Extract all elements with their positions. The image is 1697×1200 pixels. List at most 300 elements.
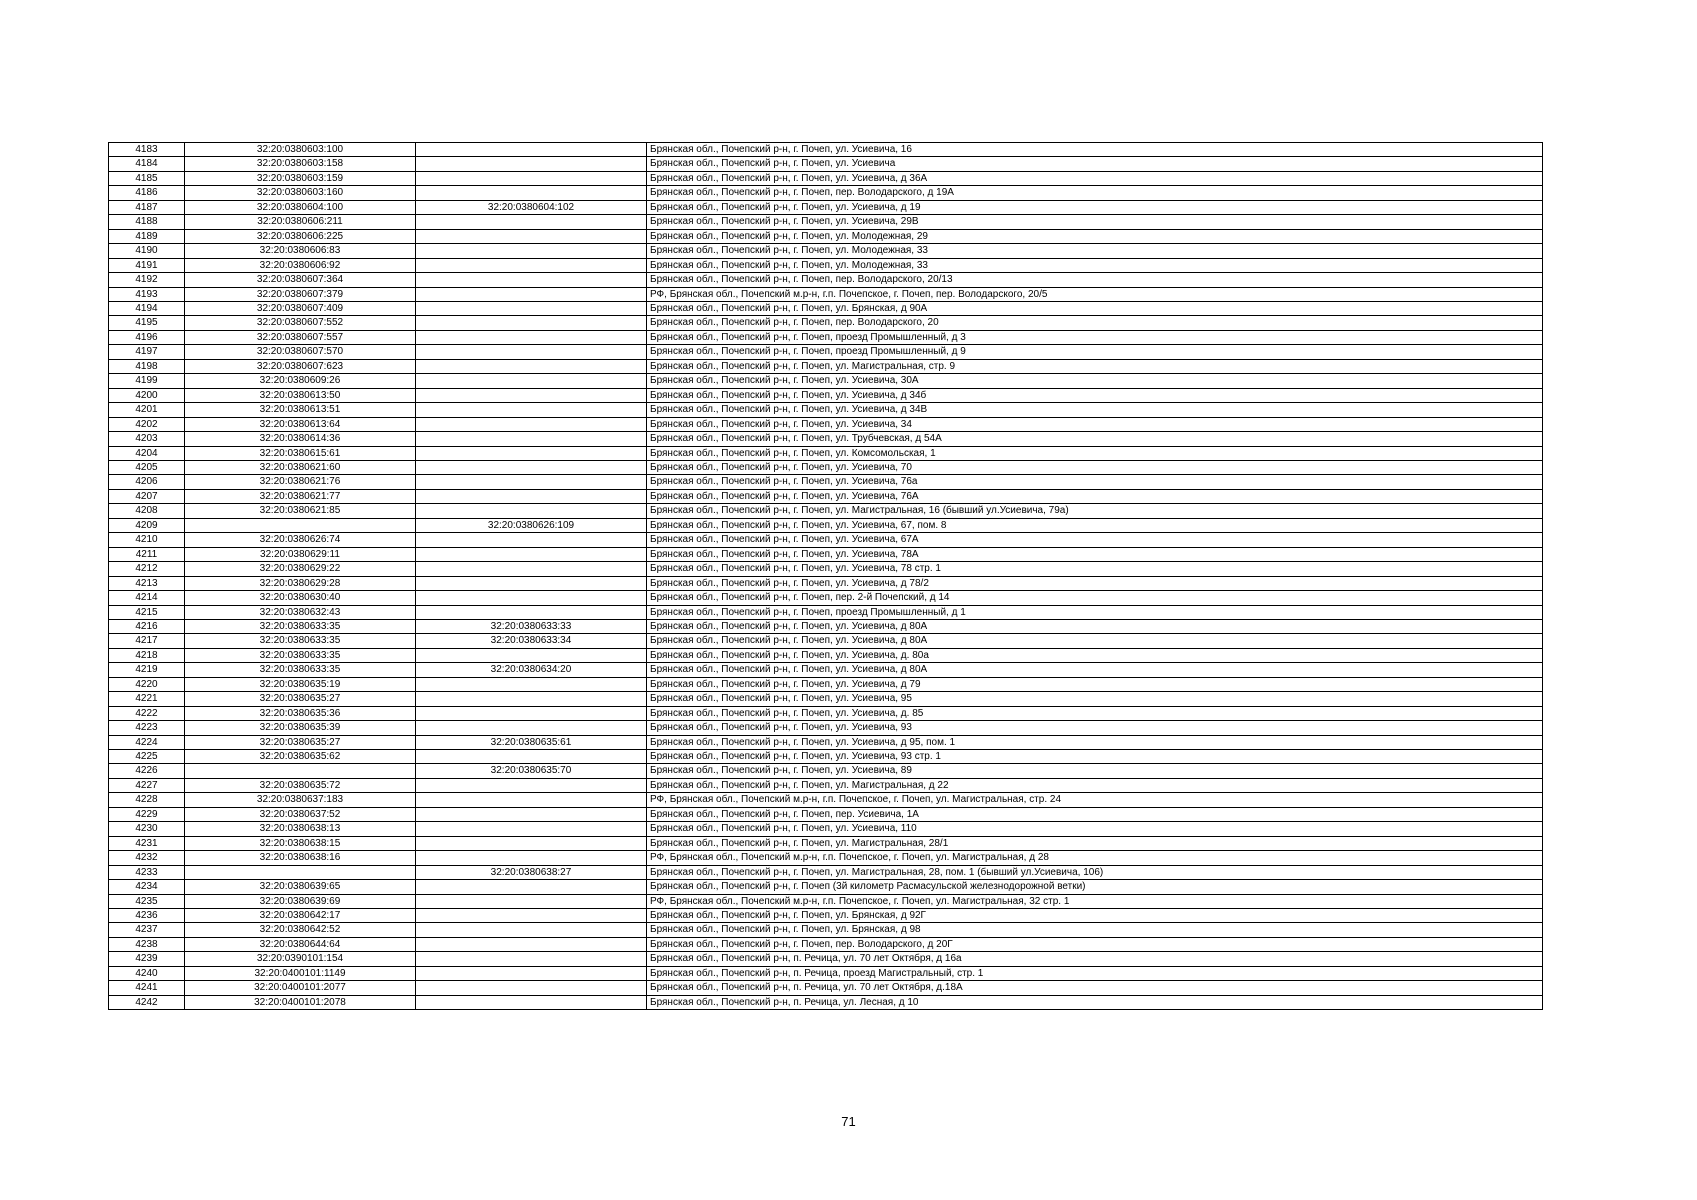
related-cadastral-number-cell <box>416 793 647 807</box>
row-number-cell: 4202 <box>109 417 185 431</box>
address-cell: Брянская обл., Почепский р-н, г. Почеп, ул. Усиевича, д 34б <box>647 388 1543 402</box>
table-row <box>109 880 1543 894</box>
address-cell: Брянская обл., Почепский р-н, г. Почеп, ул. Усиевича, д 95, пом. 1 <box>647 735 1543 749</box>
cadastral-number-cell: 32:20:0380606:225 <box>185 229 416 243</box>
cadastral-number-cell: 32:20:0380603:160 <box>185 186 416 200</box>
address-cell: Брянская обл., Почепский р-н, г. Почеп, пер. Володарского, 20 <box>647 316 1543 330</box>
related-cadastral-number-cell <box>416 677 647 691</box>
cadastral-number-cell: 32:20:0380644:64 <box>185 937 416 951</box>
row-number-cell: 4224 <box>109 735 185 749</box>
table-row <box>109 518 1543 532</box>
cadastral-number-cell: 32:20:0380635:27 <box>185 735 416 749</box>
address-cell: Брянская обл., Почепский р-н, г. Почеп, ул. Магистральная, стр. 9 <box>647 359 1543 373</box>
row-number-cell: 4219 <box>109 663 185 677</box>
table-row <box>109 894 1543 908</box>
cadastral-number-cell: 32:20:0380633:35 <box>185 663 416 677</box>
address-cell: Брянская обл., Почепский р-н, г. Почеп, ул. Усиевича, 16 <box>647 143 1543 157</box>
row-number-cell: 4184 <box>109 157 185 171</box>
row-number-cell: 4242 <box>109 995 185 1009</box>
cadastral-number-cell: 32:20:0380629:28 <box>185 576 416 590</box>
table-row <box>109 836 1543 850</box>
cadastral-number-cell: 32:20:0380621:60 <box>185 460 416 474</box>
cadastral-number-cell: 32:20:0380633:35 <box>185 634 416 648</box>
related-cadastral-number-cell <box>416 591 647 605</box>
address-cell: Брянская обл., Почепский р-н, г. Почеп, ул. Усиевича, д 80А <box>647 619 1543 633</box>
address-cell: Брянская обл., Почепский р-н, г. Почеп, ул. Усиевича <box>647 157 1543 171</box>
table-row <box>109 157 1543 171</box>
table-row <box>109 460 1543 474</box>
table-row <box>109 750 1543 764</box>
address-cell: Брянская обл., Почепский р-н, г. Почеп, ул. Усиевича, д 79 <box>647 677 1543 691</box>
table-row <box>109 446 1543 460</box>
address-cell: Брянская обл., Почепский р-н, г. Почеп, пер. Володарского, д 19А <box>647 186 1543 200</box>
row-number-cell: 4229 <box>109 807 185 821</box>
related-cadastral-number-cell <box>416 966 647 980</box>
row-number-cell: 4199 <box>109 374 185 388</box>
related-cadastral-number-cell <box>416 706 647 720</box>
table-row <box>109 562 1543 576</box>
row-number-cell: 4203 <box>109 432 185 446</box>
address-cell: Брянская обл., Почепский р-н, г. Почеп, ул. Усиевича, 70 <box>647 460 1543 474</box>
address-cell: Брянская обл., Почепский р-н, г. Почеп, ул. Усиевича, д 34В <box>647 403 1543 417</box>
row-number-cell: 4189 <box>109 229 185 243</box>
related-cadastral-number-cell <box>416 316 647 330</box>
related-cadastral-number-cell <box>416 171 647 185</box>
related-cadastral-number-cell <box>416 403 647 417</box>
row-number-cell: 4237 <box>109 923 185 937</box>
cadastral-number-cell: 32:20:0380642:52 <box>185 923 416 937</box>
related-cadastral-number-cell <box>416 157 647 171</box>
cadastral-number-cell: 32:20:0380615:61 <box>185 446 416 460</box>
related-cadastral-number-cell <box>416 345 647 359</box>
related-cadastral-number-cell <box>416 229 647 243</box>
related-cadastral-number-cell <box>416 244 647 258</box>
table-row <box>109 706 1543 720</box>
table-row <box>109 634 1543 648</box>
cadastral-number-cell: 32:20:0380621:85 <box>185 504 416 518</box>
cadastral-number-cell: 32:20:0380626:74 <box>185 533 416 547</box>
address-cell: Брянская обл., Почепский р-н, г. Почеп, ул. Усиевича, 89 <box>647 764 1543 778</box>
address-cell: Брянская обл., Почепский р-н, г. Почеп, проезд Промышленный, д 3 <box>647 330 1543 344</box>
table-row <box>109 200 1543 214</box>
related-cadastral-number-cell <box>416 937 647 951</box>
address-cell: РФ, Брянская обл., Почепский м.р-н, г.п. Почепское, г. Почеп, пер. Володарского, 20/5 <box>647 287 1543 301</box>
table-row <box>109 374 1543 388</box>
related-cadastral-number-cell: 32:20:0380633:33 <box>416 619 647 633</box>
related-cadastral-number-cell <box>416 648 647 662</box>
table-row <box>109 966 1543 980</box>
address-cell: Брянская обл., Почепский р-н, г. Почеп, ул. Усиевича, 67, пом. 8 <box>647 518 1543 532</box>
address-cell: Брянская обл., Почепский р-н, г. Почеп, пер. 2-й Почепский, д 14 <box>647 591 1543 605</box>
address-cell: Брянская обл., Почепский р-н, г. Почеп, ул. Усиевича, д. 85 <box>647 706 1543 720</box>
table-row <box>109 995 1543 1009</box>
row-number-cell: 4234 <box>109 880 185 894</box>
related-cadastral-number-cell <box>416 778 647 792</box>
cadastral-number-cell: 32:20:0380604:100 <box>185 200 416 214</box>
address-cell: Брянская обл., Почепский р-н, г. Почеп, ул. Молодежная, 33 <box>647 244 1543 258</box>
address-cell: РФ, Брянская обл., Почепский м.р-н, г.п. Почепское, г. Почеп, ул. Магистральная, д 28 <box>647 851 1543 865</box>
address-cell: Брянская обл., Почепский р-н, г. Почеп, ул. Усиевича, 67А <box>647 533 1543 547</box>
cadastral-number-cell: 32:20:0380613:64 <box>185 417 416 431</box>
row-number-cell: 4235 <box>109 894 185 908</box>
cadastral-number-cell: 32:20:0380633:35 <box>185 648 416 662</box>
row-number-cell: 4228 <box>109 793 185 807</box>
row-number-cell: 4214 <box>109 591 185 605</box>
row-number-cell: 4192 <box>109 273 185 287</box>
register-table <box>108 142 1543 1010</box>
cadastral-number-cell <box>185 865 416 879</box>
address-cell: Брянская обл., Почепский р-н, г. Почеп, ул. Усиевича, 34 <box>647 417 1543 431</box>
row-number-cell: 4185 <box>109 171 185 185</box>
row-number-cell: 4236 <box>109 909 185 923</box>
row-number-cell: 4216 <box>109 619 185 633</box>
cadastral-number-cell: 32:20:0380613:51 <box>185 403 416 417</box>
row-number-cell: 4198 <box>109 359 185 373</box>
cadastral-number-cell: 32:20:0380603:158 <box>185 157 416 171</box>
table-row <box>109 171 1543 185</box>
related-cadastral-number-cell: 32:20:0380626:109 <box>416 518 647 532</box>
table-row <box>109 663 1543 677</box>
row-number-cell: 4231 <box>109 836 185 850</box>
related-cadastral-number-cell <box>416 273 647 287</box>
table-row <box>109 692 1543 706</box>
table-row <box>109 764 1543 778</box>
address-cell: Брянская обл., Почепский р-н, г. Почеп, ул. Усиевича, 76а <box>647 475 1543 489</box>
cadastral-number-cell: 32:20:0380638:16 <box>185 851 416 865</box>
cadastral-number-cell: 32:20:0380614:36 <box>185 432 416 446</box>
cadastral-number-cell: 32:20:0380603:159 <box>185 171 416 185</box>
related-cadastral-number-cell <box>416 576 647 590</box>
related-cadastral-number-cell <box>416 460 647 474</box>
table-row <box>109 388 1543 402</box>
cadastral-number-cell: 32:20:0380637:52 <box>185 807 416 821</box>
cadastral-number-cell: 32:20:0380609:26 <box>185 374 416 388</box>
related-cadastral-number-cell <box>416 547 647 561</box>
address-cell: Брянская обл., Почепский р-н, г. Почеп, ул. Усиевича, 78 стр. 1 <box>647 562 1543 576</box>
address-cell: РФ, Брянская обл., Почепский м.р-н, г.п. Почепское, г. Почеп, ул. Магистральная, стр. 24 <box>647 793 1543 807</box>
address-cell: Брянская обл., Почепский р-н, п. Речица, ул. 70 лет Октября, д.18А <box>647 981 1543 995</box>
address-cell: Брянская обл., Почепский р-н, г. Почеп, ул. Магистральная, 16 (бывший ул.Усиевича, 79а) <box>647 504 1543 518</box>
cadastral-number-cell <box>185 764 416 778</box>
row-number-cell: 4187 <box>109 200 185 214</box>
table-row <box>109 417 1543 431</box>
address-cell: Брянская обл., Почепский р-н, г. Почеп, ул. Усиевича, д 80А <box>647 634 1543 648</box>
cadastral-number-cell: 32:20:0380607:557 <box>185 330 416 344</box>
row-number-cell: 4197 <box>109 345 185 359</box>
table-row <box>109 475 1543 489</box>
table-row <box>109 677 1543 691</box>
table-row <box>109 576 1543 590</box>
row-number-cell: 4212 <box>109 562 185 576</box>
address-cell: Брянская обл., Почепский р-н, г. Почеп, пер. Володарского, д 20Г <box>647 937 1543 951</box>
cadastral-number-cell: 32:20:0380607:364 <box>185 273 416 287</box>
row-number-cell: 4196 <box>109 330 185 344</box>
cadastral-number-cell: 32:20:0380633:35 <box>185 619 416 633</box>
related-cadastral-number-cell <box>416 807 647 821</box>
row-number-cell: 4200 <box>109 388 185 402</box>
table-row <box>109 937 1543 951</box>
row-number-cell: 4211 <box>109 547 185 561</box>
row-number-cell: 4209 <box>109 518 185 532</box>
table-row <box>109 648 1543 662</box>
cadastral-number-cell: 32:20:0380603:100 <box>185 143 416 157</box>
table-row <box>109 909 1543 923</box>
address-cell: Брянская обл., Почепский р-н, г. Почеп, ул. Усиевича, д 36А <box>647 171 1543 185</box>
cadastral-number-cell: 32:20:0400101:2078 <box>185 995 416 1009</box>
table-row <box>109 952 1543 966</box>
table-row <box>109 229 1543 243</box>
row-number-cell: 4201 <box>109 403 185 417</box>
table-row <box>109 345 1543 359</box>
address-cell: Брянская обл., Почепский р-н, г. Почеп, ул. Комсомольская, 1 <box>647 446 1543 460</box>
address-cell: Брянская обл., Почепский р-н, г. Почеп, ул. Усиевича, 29В <box>647 215 1543 229</box>
address-cell: Брянская обл., Почепский р-н, г. Почеп, ул. Магистральная, 28/1 <box>647 836 1543 850</box>
address-cell: Брянская обл., Почепский р-н, г. Почеп, проезд Промышленный, д 9 <box>647 345 1543 359</box>
address-cell: Брянская обл., Почепский р-н, г. Почеп, ул. Усиевича, 110 <box>647 822 1543 836</box>
address-cell: Брянская обл., Почепский р-н, г. Почеп, ул. Магистральная, 28, пом. 1 (бывший ул.Усиевича, 106) <box>647 865 1543 879</box>
table-row <box>109 591 1543 605</box>
related-cadastral-number-cell <box>416 417 647 431</box>
cadastral-number-cell: 32:20:0380639:65 <box>185 880 416 894</box>
address-cell: Брянская обл., Почепский р-н, г. Почеп, ул. Брянская, д 90А <box>647 301 1543 315</box>
address-cell: Брянская обл., Почепский р-н, г. Почеп, ул. Усиевича, д 19 <box>647 200 1543 214</box>
cadastral-number-cell: 32:20:0380635:62 <box>185 750 416 764</box>
address-cell: Брянская обл., Почепский р-н, г. Почеп, ул. Брянская, д 92Г <box>647 909 1543 923</box>
row-number-cell: 4241 <box>109 981 185 995</box>
address-cell: Брянская обл., Почепский р-н, г. Почеп, ул. Молодежная, 33 <box>647 258 1543 272</box>
row-number-cell: 4194 <box>109 301 185 315</box>
table-row <box>109 504 1543 518</box>
row-number-cell: 4215 <box>109 605 185 619</box>
related-cadastral-number-cell <box>416 822 647 836</box>
row-number-cell: 4240 <box>109 966 185 980</box>
cadastral-number-cell: 32:20:0380613:50 <box>185 388 416 402</box>
cadastral-number-cell: 32:20:0380635:39 <box>185 721 416 735</box>
row-number-cell: 4206 <box>109 475 185 489</box>
related-cadastral-number-cell <box>416 446 647 460</box>
table-row <box>109 807 1543 821</box>
row-number-cell: 4191 <box>109 258 185 272</box>
related-cadastral-number-cell <box>416 981 647 995</box>
cadastral-number-cell: 32:20:0380629:11 <box>185 547 416 561</box>
related-cadastral-number-cell <box>416 301 647 315</box>
cadastral-number-cell: 32:20:0380607:570 <box>185 345 416 359</box>
row-number-cell: 4233 <box>109 865 185 879</box>
cadastral-number-cell: 32:20:0380632:43 <box>185 605 416 619</box>
address-cell: Брянская обл., Почепский р-н, г. Почеп, ул. Усиевича, 76А <box>647 489 1543 503</box>
cadastral-number-cell: 32:20:0380607:409 <box>185 301 416 315</box>
table-row <box>109 619 1543 633</box>
row-number-cell: 4218 <box>109 648 185 662</box>
row-number-cell: 4238 <box>109 937 185 951</box>
address-cell: Брянская обл., Почепский р-н, г. Почеп, ул. Магистральная, д 22 <box>647 778 1543 792</box>
table-row <box>109 721 1543 735</box>
table-row <box>109 330 1543 344</box>
table-row <box>109 923 1543 937</box>
address-cell: Брянская обл., Почепский р-н, г. Почеп, ул. Усиевича, д 80А <box>647 663 1543 677</box>
table-row <box>109 244 1543 258</box>
cadastral-number-cell: 32:20:0380629:22 <box>185 562 416 576</box>
table-row <box>109 143 1543 157</box>
table-row <box>109 432 1543 446</box>
cadastral-number-cell: 32:20:0380642:17 <box>185 909 416 923</box>
related-cadastral-number-cell: 32:20:0380635:61 <box>416 735 647 749</box>
address-cell: Брянская обл., Почепский р-н, г. Почеп, ул. Усиевича, д 78/2 <box>647 576 1543 590</box>
cadastral-number-cell: 32:20:0380606:211 <box>185 215 416 229</box>
cadastral-number-cell: 32:20:0380635:36 <box>185 706 416 720</box>
row-number-cell: 4225 <box>109 750 185 764</box>
cadastral-number-cell: 32:20:0390101:154 <box>185 952 416 966</box>
related-cadastral-number-cell <box>416 504 647 518</box>
related-cadastral-number-cell: 32:20:0380633:34 <box>416 634 647 648</box>
related-cadastral-number-cell <box>416 995 647 1009</box>
table-row <box>109 605 1543 619</box>
address-cell: Брянская обл., Почепский р-н, г. Почеп, ул. Усиевича, 93 стр. 1 <box>647 750 1543 764</box>
register-table-body <box>109 143 1543 1010</box>
cadastral-number-cell: 32:20:0400101:2077 <box>185 981 416 995</box>
table-row <box>109 403 1543 417</box>
row-number-cell: 4204 <box>109 446 185 460</box>
table-row <box>109 489 1543 503</box>
address-cell: Брянская обл., Почепский р-н, г. Почеп, ул. Брянская, д 98 <box>647 923 1543 937</box>
row-number-cell: 4193 <box>109 287 185 301</box>
table-row <box>109 273 1543 287</box>
related-cadastral-number-cell: 32:20:0380638:27 <box>416 865 647 879</box>
row-number-cell: 4227 <box>109 778 185 792</box>
related-cadastral-number-cell <box>416 721 647 735</box>
table-row <box>109 822 1543 836</box>
table-row <box>109 865 1543 879</box>
related-cadastral-number-cell: 32:20:0380604:102 <box>416 200 647 214</box>
address-cell: Брянская обл., Почепский р-н, г. Почеп, пер. Володарского, 20/13 <box>647 273 1543 287</box>
address-cell: Брянская обл., Почепский р-н, г. Почеп, ул. Усиевича, 95 <box>647 692 1543 706</box>
address-cell: Брянская обл., Почепский р-н, г. Почеп, ул. Усиевича, д. 80а <box>647 648 1543 662</box>
row-number-cell: 4239 <box>109 952 185 966</box>
cadastral-number-cell: 32:20:0380635:27 <box>185 692 416 706</box>
related-cadastral-number-cell <box>416 388 647 402</box>
related-cadastral-number-cell <box>416 909 647 923</box>
related-cadastral-number-cell <box>416 143 647 157</box>
table-row <box>109 258 1543 272</box>
related-cadastral-number-cell <box>416 432 647 446</box>
address-cell: Брянская обл., Почепский р-н, п. Речица, ул. 70 лет Октября, д 16а <box>647 952 1543 966</box>
row-number-cell: 4210 <box>109 533 185 547</box>
address-cell: Брянская обл., Почепский р-н, г. Почеп, проезд Промышленный, д 1 <box>647 605 1543 619</box>
cadastral-number-cell: 32:20:0380639:69 <box>185 894 416 908</box>
related-cadastral-number-cell <box>416 605 647 619</box>
cadastral-number-cell: 32:20:0380630:40 <box>185 591 416 605</box>
related-cadastral-number-cell <box>416 562 647 576</box>
cadastral-number-cell: 32:20:0380621:77 <box>185 489 416 503</box>
table-row <box>109 547 1543 561</box>
related-cadastral-number-cell <box>416 750 647 764</box>
related-cadastral-number-cell <box>416 374 647 388</box>
table-row <box>109 301 1543 315</box>
cadastral-number-cell: 32:20:0380607:552 <box>185 316 416 330</box>
row-number-cell: 4188 <box>109 215 185 229</box>
related-cadastral-number-cell <box>416 475 647 489</box>
address-cell: Брянская обл., Почепский р-н, г. Почеп (3й километр Расмасульской железнодорожной ветки) <box>647 880 1543 894</box>
cadastral-number-cell: 32:20:0380638:13 <box>185 822 416 836</box>
row-number-cell: 4232 <box>109 851 185 865</box>
related-cadastral-number-cell <box>416 258 647 272</box>
page-number: 71 <box>841 1114 856 1129</box>
cadastral-number-cell: 32:20:0380637:183 <box>185 793 416 807</box>
row-number-cell: 4186 <box>109 186 185 200</box>
address-cell: Брянская обл., Почепский р-н, г. Почеп, ул. Молодежная, 29 <box>647 229 1543 243</box>
address-cell: Брянская обл., Почепский р-н, г. Почеп, ул. Усиевича, 30А <box>647 374 1543 388</box>
cadastral-number-cell: 32:20:0380621:76 <box>185 475 416 489</box>
related-cadastral-number-cell <box>416 692 647 706</box>
cadastral-number-cell: 32:20:0380635:72 <box>185 778 416 792</box>
table-row <box>109 316 1543 330</box>
table-row <box>109 186 1543 200</box>
cadastral-number-cell: 32:20:0380606:92 <box>185 258 416 272</box>
table-row <box>109 359 1543 373</box>
address-cell: РФ, Брянская обл., Почепский м.р-н, г.п. Почепское, г. Почеп, ул. Магистральная, 32 стр. 1 <box>647 894 1543 908</box>
row-number-cell: 4230 <box>109 822 185 836</box>
row-number-cell: 4220 <box>109 677 185 691</box>
address-cell: Брянская обл., Почепский р-н, г. Почеп, ул. Трубчевская, д 54А <box>647 432 1543 446</box>
address-cell: Брянская обл., Почепский р-н, п. Речица, проезд Магистральный, стр. 1 <box>647 966 1543 980</box>
address-cell: Брянская обл., Почепский р-н, г. Почеп, пер. Усиевича, 1А <box>647 807 1543 821</box>
related-cadastral-number-cell <box>416 923 647 937</box>
table-row <box>109 793 1543 807</box>
row-number-cell: 4205 <box>109 460 185 474</box>
related-cadastral-number-cell <box>416 836 647 850</box>
related-cadastral-number-cell <box>416 880 647 894</box>
related-cadastral-number-cell <box>416 215 647 229</box>
related-cadastral-number-cell: 32:20:0380635:70 <box>416 764 647 778</box>
row-number-cell: 4183 <box>109 143 185 157</box>
table-row <box>109 735 1543 749</box>
cadastral-number-cell: 32:20:0380606:83 <box>185 244 416 258</box>
cadastral-number-cell: 32:20:0380607:623 <box>185 359 416 373</box>
related-cadastral-number-cell <box>416 952 647 966</box>
table-row <box>109 981 1543 995</box>
cadastral-number-cell: 32:20:0380635:19 <box>185 677 416 691</box>
related-cadastral-number-cell <box>416 359 647 373</box>
related-cadastral-number-cell <box>416 287 647 301</box>
table-row <box>109 533 1543 547</box>
cadastral-number-cell: 32:20:0400101:1149 <box>185 966 416 980</box>
row-number-cell: 4213 <box>109 576 185 590</box>
related-cadastral-number-cell <box>416 330 647 344</box>
row-number-cell: 4222 <box>109 706 185 720</box>
row-number-cell: 4207 <box>109 489 185 503</box>
related-cadastral-number-cell <box>416 186 647 200</box>
row-number-cell: 4195 <box>109 316 185 330</box>
table-row <box>109 287 1543 301</box>
row-number-cell: 4208 <box>109 504 185 518</box>
cadastral-number-cell: 32:20:0380607:379 <box>185 287 416 301</box>
row-number-cell: 4190 <box>109 244 185 258</box>
address-cell: Брянская обл., Почепский р-н, п. Речица, ул. Лесная, д 10 <box>647 995 1543 1009</box>
related-cadastral-number-cell <box>416 533 647 547</box>
row-number-cell: 4221 <box>109 692 185 706</box>
address-cell: Брянская обл., Почепский р-н, г. Почеп, ул. Усиевича, 93 <box>647 721 1543 735</box>
row-number-cell: 4223 <box>109 721 185 735</box>
row-number-cell: 4217 <box>109 634 185 648</box>
related-cadastral-number-cell: 32:20:0380634:20 <box>416 663 647 677</box>
related-cadastral-number-cell <box>416 489 647 503</box>
related-cadastral-number-cell <box>416 894 647 908</box>
table-row <box>109 778 1543 792</box>
table-row <box>109 215 1543 229</box>
cadastral-number-cell: 32:20:0380638:15 <box>185 836 416 850</box>
address-cell: Брянская обл., Почепский р-н, г. Почеп, ул. Усиевича, 78А <box>647 547 1543 561</box>
cadastral-number-cell <box>185 518 416 532</box>
